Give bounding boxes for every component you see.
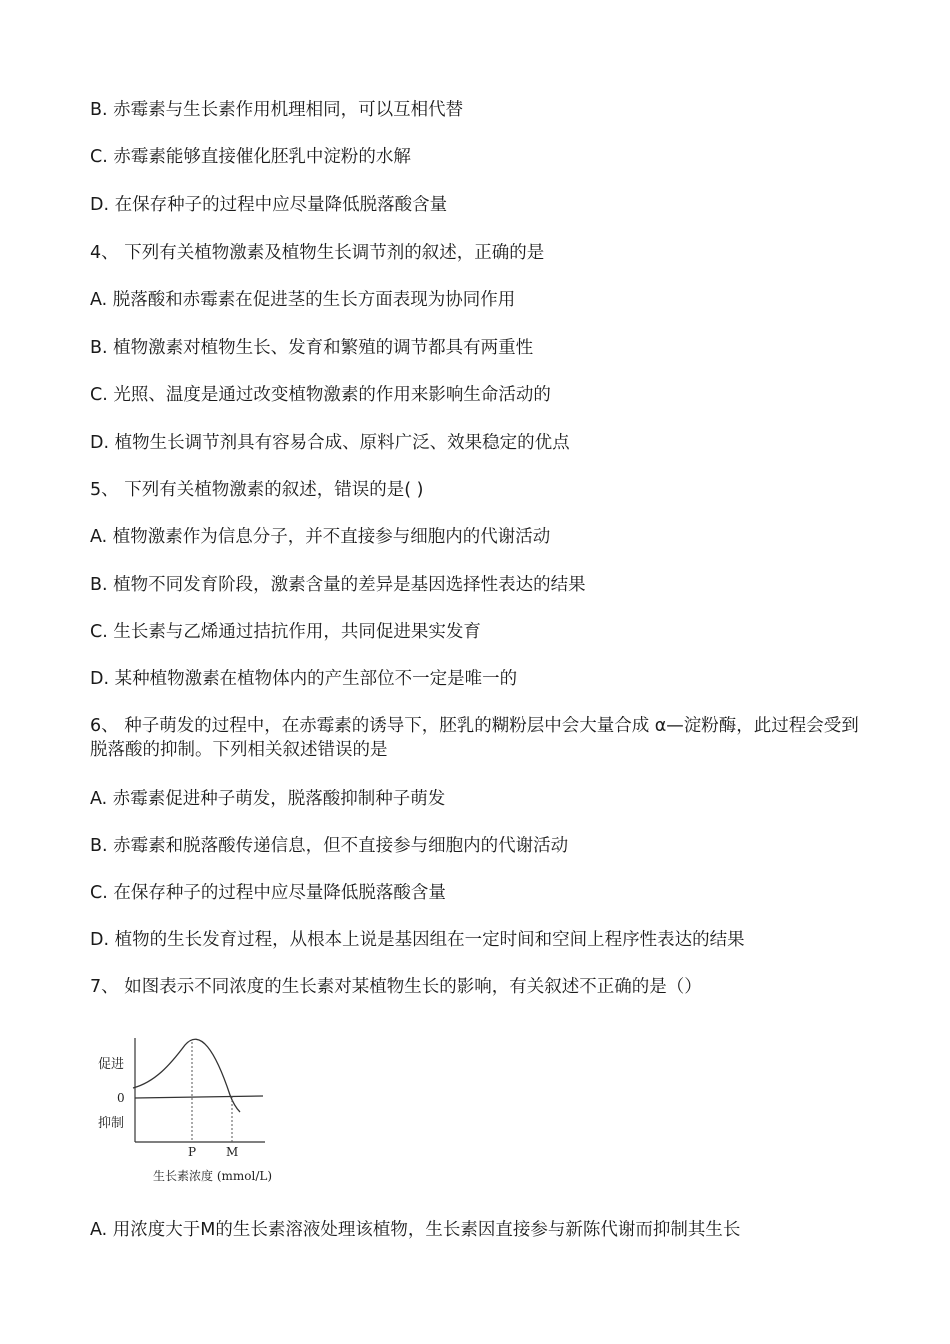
question-5-stem: 5、 下列有关植物激素的叙述，错误的是( ) (90, 480, 424, 500)
promote-label: 促进 (98, 1057, 125, 1072)
line-q5-d: D. 某种植物激素在植物体内的产生部位不一定是唯一的 (90, 669, 518, 689)
line-q6-b: B. 赤霉素和脱落酸传递信息，但不直接参与细胞内的代谢活动 (90, 836, 569, 856)
line-q5-a: A. 植物激素作为信息分子，并不直接参与细胞内的代谢活动 (90, 527, 551, 547)
zero-label: 0 (117, 1091, 125, 1105)
growth-curve-figure (95, 1030, 305, 1190)
line-q3-c: C. 赤霉素能够直接催化胚乳中淀粉的水解 (90, 147, 411, 167)
line-q4-c: C. 光照、温度是通过改变植物激素的作用来影响生命活动的 (90, 385, 551, 405)
question-4-stem: 4、 下列有关植物激素及植物生长调节剂的叙述，正确的是 (90, 243, 545, 263)
line-q3-d: D. 在保存种子的过程中应尽量降低脱落酸含量 (90, 195, 448, 215)
line-q7-a: A. 用浓度大于M的生长素溶液处理该植物，生长素因直接参与新陈代谢而抑制其生长 (90, 1220, 741, 1240)
question-7-stem: 7、 如图表示不同浓度的生长素对某植物生长的影响，有关叙述不正确的是（） (90, 977, 702, 997)
inhibit-label: 抑制 (98, 1116, 125, 1131)
line-q5-b: B. 植物不同发育阶段，激素含量的差异是基因选择性表达的结果 (90, 575, 586, 595)
line-q3-b: B. 赤霉素与生长素作用机理相同，可以互相代替 (90, 100, 464, 120)
line-q6-d: D. 植物的生长发育过程，从根本上说是基因组在一定时间和空间上程序性表达的结果 (90, 930, 745, 950)
tick-p-label: P (188, 1145, 197, 1159)
line-q6-c: C. 在保存种子的过程中应尽量降低脱落酸含量 (90, 883, 446, 903)
zero-line (135, 1096, 263, 1098)
line-q6-a: A. 赤霉素促进种子萌发，脱落酸抑制种子萌发 (90, 789, 446, 809)
line-q4-d: D. 植物生长调节剂具有容易合成、原料广泛、效果稳定的优点 (90, 433, 570, 453)
question-6-stem: 6、 种子萌发的过程中，在赤霉素的诱导下，胚乳的糊粉层中会大量合成 α—淀粉酶，此过程会受到脱落酸的抑制。下列相关叙述错误的是 (90, 716, 859, 760)
tick-m-label: M (226, 1145, 239, 1159)
line-q4-a: A. 脱落酸和赤霉素在促进茎的生长方面表现为协同作用 (90, 290, 516, 310)
x-axis-label: 生长素浓度 (mmol/L) (153, 1169, 273, 1183)
line-q4-b: B. 植物激素对植物生长、发育和繁殖的调节都具有两重性 (90, 338, 534, 358)
line-q5-c: C. 生长素与乙烯通过拮抗作用，共同促进果实发育 (90, 622, 481, 642)
growth-curve (133, 1039, 240, 1112)
